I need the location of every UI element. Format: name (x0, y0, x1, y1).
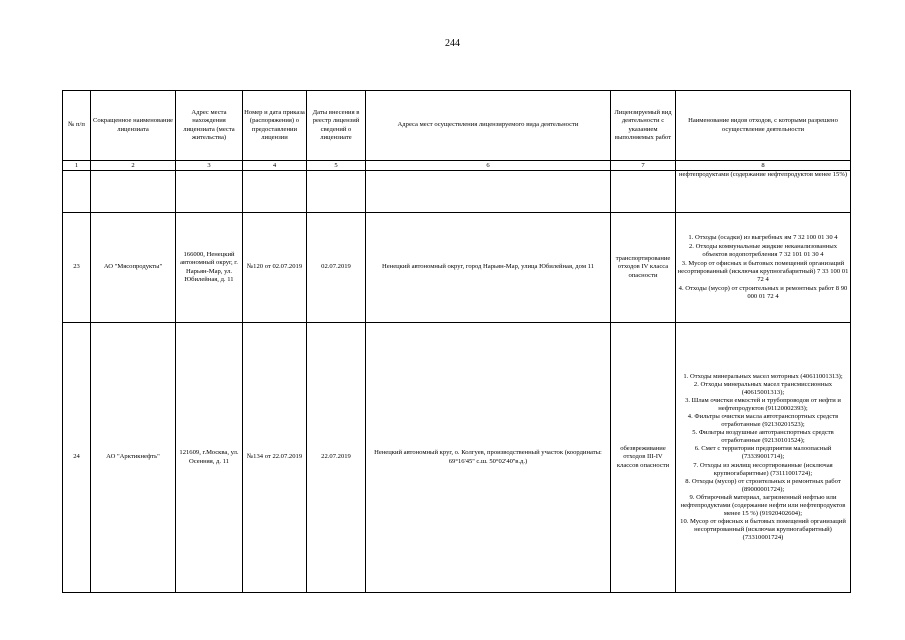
header-cell-number: № п/п (63, 91, 91, 161)
activity-location: Ненецкий автономный круг, о. Колгуев, производственный участок (координаты: 69°16'45'' с.ш. 50°02'40''в.д.) (366, 323, 611, 593)
empty-cell (91, 171, 176, 213)
license-registry-table (62, 90, 851, 593)
waste-item: 7. Отходы из жилищ несортированные (исключая крупногабаритные) (73111001724); (693, 461, 833, 477)
waste-types-list (676, 213, 851, 323)
waste-item: 3. Мусор от офисных и бытовых помещений организаций несортированный (исключая крупногабаритный) 7 33 100 01 72 4 (677, 259, 849, 284)
waste-item: 10. Мусор от офисных и бытовых помещений организаций несортированный (исключая крупногабаритный) (73310001724) (680, 518, 846, 542)
column-number: 6 (366, 161, 611, 171)
table-row (63, 323, 851, 593)
waste-types-continuation: нефтепродуктами (содержание нефтепродуктов менее 15%) (676, 171, 851, 213)
order-number-date: №134 от 22.07.2019 (243, 323, 307, 593)
header-cell-activity-location: Адреса мест осуществления лицензируемого вида деятельности (366, 91, 611, 161)
column-number-row (63, 161, 851, 171)
column-number: 1 (63, 161, 91, 171)
empty-cell (63, 171, 91, 213)
empty-cell (366, 171, 611, 213)
waste-item: 4. Отходы (мусор) от строительных и ремонтных работ 8 90 000 01 72 4 (678, 285, 848, 301)
header-cell-order: Номер и дата приказа (распоряжения) о предоставлении лицензии (243, 91, 307, 161)
header-cell-waste-types: Наименование видов отходов, с которыми разрешено осуществление деятельности (676, 91, 851, 161)
row-number: 24 (63, 323, 91, 593)
waste-item: 4. Фильтры очистки масла автотранспортных средств отработанные (92130201523); (687, 412, 839, 429)
header-cell-licensee-address: Адрес места нахождения лицензиата (места жительства) (176, 91, 243, 161)
header-cell-licensee-name: Сокращенное наименование лицензиата (91, 91, 176, 161)
order-number-date: №120 от 02.07.2019 (243, 213, 307, 323)
empty-cell (307, 171, 366, 213)
page-number: 244 (445, 38, 460, 49)
registry-date: 22.07.2019 (307, 323, 366, 593)
licensee-name: АО "Арктикнефть" (91, 323, 176, 593)
column-number: 7 (611, 161, 676, 171)
licensee-address: 166000, Ненецкий автономный округ, г. Нарьян-Мар, ул. Юбилейная, д. 11 (176, 213, 243, 323)
empty-cell (176, 171, 243, 213)
waste-types-list (676, 323, 851, 593)
column-number: 3 (176, 161, 243, 171)
waste-item: 9. Обтирочный материал, загрязненный нефтью или нефтепродуктами (содержание нефти или нефтепродуктов менее 15 %) (91920402604); (680, 493, 846, 518)
waste-item: 8. Отходы (мусор) от строительных и ремонтных работ (89000001724); (685, 477, 841, 493)
waste-item: 6. Смет с территории предприятия малоопасный (73339001714); (694, 445, 832, 461)
header-cell-licensed-activity: Лицензируемый вид деятельности с указанием выполняемых работ (611, 91, 676, 161)
continuation-row (63, 171, 851, 213)
activity-location: Ненецкий автономный округ, город Нарьян-Мар, улица Юбилейная, дом 11 (366, 213, 611, 323)
licensee-name: АО "Мясопродукты" (91, 213, 176, 323)
licensed-activity: обезвреживание отходов III-IV классов опасности (611, 323, 676, 593)
column-number: 5 (307, 161, 366, 171)
waste-item: 5. Фильтры воздушные автотранспортных средств отработанные (92130101524); (692, 429, 834, 445)
waste-item: 2. Отходы минеральных масел трансмиссионных (40615001313); (693, 380, 833, 396)
licensee-address: 121609, г.Москва, ул. Осенняя, д. 11 (176, 323, 243, 593)
empty-cell (611, 171, 676, 213)
empty-cell (243, 171, 307, 213)
waste-item: 1. Отходы минеральных масел моторных (40611001313); (683, 372, 843, 380)
column-number: 8 (676, 161, 851, 171)
waste-item: 1. Отходы (осадки) из выгребных ям 7 32 100 01 30 4 (688, 233, 838, 241)
column-number: 2 (91, 161, 176, 171)
row-number: 23 (63, 213, 91, 323)
registry-date: 02.07.2019 (307, 213, 366, 323)
table-row (63, 213, 851, 323)
column-number: 4 (243, 161, 307, 171)
licensed-activity: транспортирование отходов IV класса опасности (611, 213, 676, 323)
waste-item: 3. Шлам очистки емкостей и трубопроводов от нефти и нефтепродуктов (91120002393); (685, 396, 841, 412)
table-header-row (63, 91, 851, 161)
header-cell-registry-date: Даты внесения в реестр лицензий сведений о лицензиате (307, 91, 366, 161)
waste-item: 2. Отходы коммунальные жидкие неканализованных объектов водопотребления 7 32 101 01 30 4 (688, 242, 837, 258)
